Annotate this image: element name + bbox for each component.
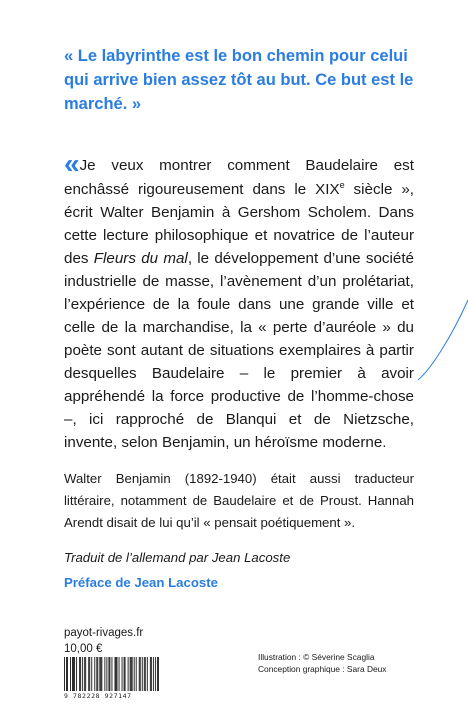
barcode-bar [99, 657, 100, 691]
barcode-bar [131, 657, 132, 691]
barcode-bar [74, 657, 75, 691]
barcode-bar [94, 657, 95, 691]
barcode-bar [70, 657, 71, 691]
barcode-bar [136, 657, 137, 691]
blurb-text-segment: , le développement d’une société industrielle de masse, l’avènement d’un prolétariat, l’expérience de la foule dans une grande ville et celle de la marchandise, la « perte d’auréole » du poète sont autant de situations exemplaires à partir desquelles Baudelaire – le premier à avoir appréhendé la force productive de l’homme-chose –, ici rapproché de Blanqui et de Nietzsche, invente, selon Benjamin, un héroïsme moderne. [64, 250, 414, 451]
image-credits [258, 651, 387, 675]
barcode-bar [89, 657, 90, 691]
barcode-bar [85, 657, 86, 691]
barcode-bar [79, 657, 80, 691]
epigraph-line: marché. » [64, 95, 142, 113]
barcode-bar [155, 657, 156, 691]
blurb-text-segment: siècle », écrit Walter Benjamin à Gershom Scholem. Dans cette lecture philosophique et novatrice de l’auteur des [64, 181, 415, 267]
publisher-info [64, 625, 143, 657]
translation-credit: Traduit de l’allemand par Jean Lacoste [64, 550, 291, 565]
barcode-bar [108, 657, 109, 691]
open-quote-mark: « [64, 148, 76, 179]
barcode-bar [119, 657, 120, 691]
barcode-bar [76, 657, 77, 691]
barcode-bar [145, 657, 146, 691]
barcode-bar [147, 657, 148, 691]
barcode-bar [97, 657, 98, 691]
barcode-bar [115, 657, 116, 691]
barcode-bar [73, 657, 74, 691]
preface-credit: Préface de Jean Lacoste [64, 575, 218, 590]
barcode-bar [150, 657, 151, 691]
barcode-bar [96, 657, 97, 691]
barcode-bar [130, 657, 131, 691]
barcode-bar [151, 657, 152, 691]
epigraph-line: qui arrive bien assez tôt au but. Ce but est le [64, 71, 414, 89]
barcode-bar [82, 657, 83, 691]
price: 10,00 € [64, 643, 103, 655]
blurb-paragraph-2: Walter Benjamin (1892-1940) était aussi traducteur littéraire, notamment de Baudelaire et de Proust. Hannah Arendt disait de lui qu’il « pensait poétiquement ». [64, 471, 414, 530]
barcode-bar [157, 657, 158, 691]
epigraph-quote [64, 44, 424, 116]
barcode-bar [124, 657, 125, 691]
barcode-bar [158, 657, 159, 691]
barcode-bar [64, 657, 65, 691]
barcode-bar [88, 657, 89, 691]
isbn-barcode [64, 657, 160, 701]
barcode-bars [64, 657, 160, 691]
barcode-bar [67, 657, 68, 691]
design-credit: Conception graphique : Sara Deux [258, 664, 387, 674]
barcode-bar [139, 657, 140, 691]
superscript-e: e [339, 179, 345, 190]
barcode-bar [142, 657, 143, 691]
barcode-bar [140, 657, 141, 691]
barcode-bar [72, 657, 73, 691]
barcode-bar [104, 657, 105, 691]
isbn-number: 9 782228 927147 [64, 692, 132, 700]
barcode-bar [66, 657, 67, 691]
barcode-bar [128, 657, 129, 691]
barcode-bar [80, 657, 81, 691]
barcode-bar [101, 657, 102, 691]
illustration-credit: Illustration : © Séverine Scaglia [258, 652, 375, 662]
barcode-bar [117, 657, 118, 691]
barcode-bar [111, 657, 112, 691]
epigraph-line: « Le labyrinthe est le bon chemin pour celui [64, 47, 408, 65]
barcode-bar [106, 657, 107, 691]
blurb-paragraph-1 [64, 150, 414, 454]
barcode-bar [122, 657, 123, 691]
barcode-bar [91, 657, 92, 691]
barcode-bar [125, 657, 126, 691]
blurb-text [64, 150, 414, 534]
barcode-bar [109, 657, 110, 691]
barcode-bar [144, 657, 145, 691]
book-title-italic: Fleurs du mal [93, 250, 188, 267]
barcode-bar [134, 657, 135, 691]
barcode-bar [116, 657, 117, 691]
barcode-bar [84, 657, 85, 691]
barcode-bar [100, 657, 101, 691]
blurb-text-segment: Je veux montrer comment Baudelaire est enchâssé rigoureusement dans le XIX [64, 157, 414, 198]
barcode-bar [132, 657, 133, 691]
barcode-bar [153, 657, 154, 691]
publisher-website: payot-rivages.fr [64, 627, 144, 639]
